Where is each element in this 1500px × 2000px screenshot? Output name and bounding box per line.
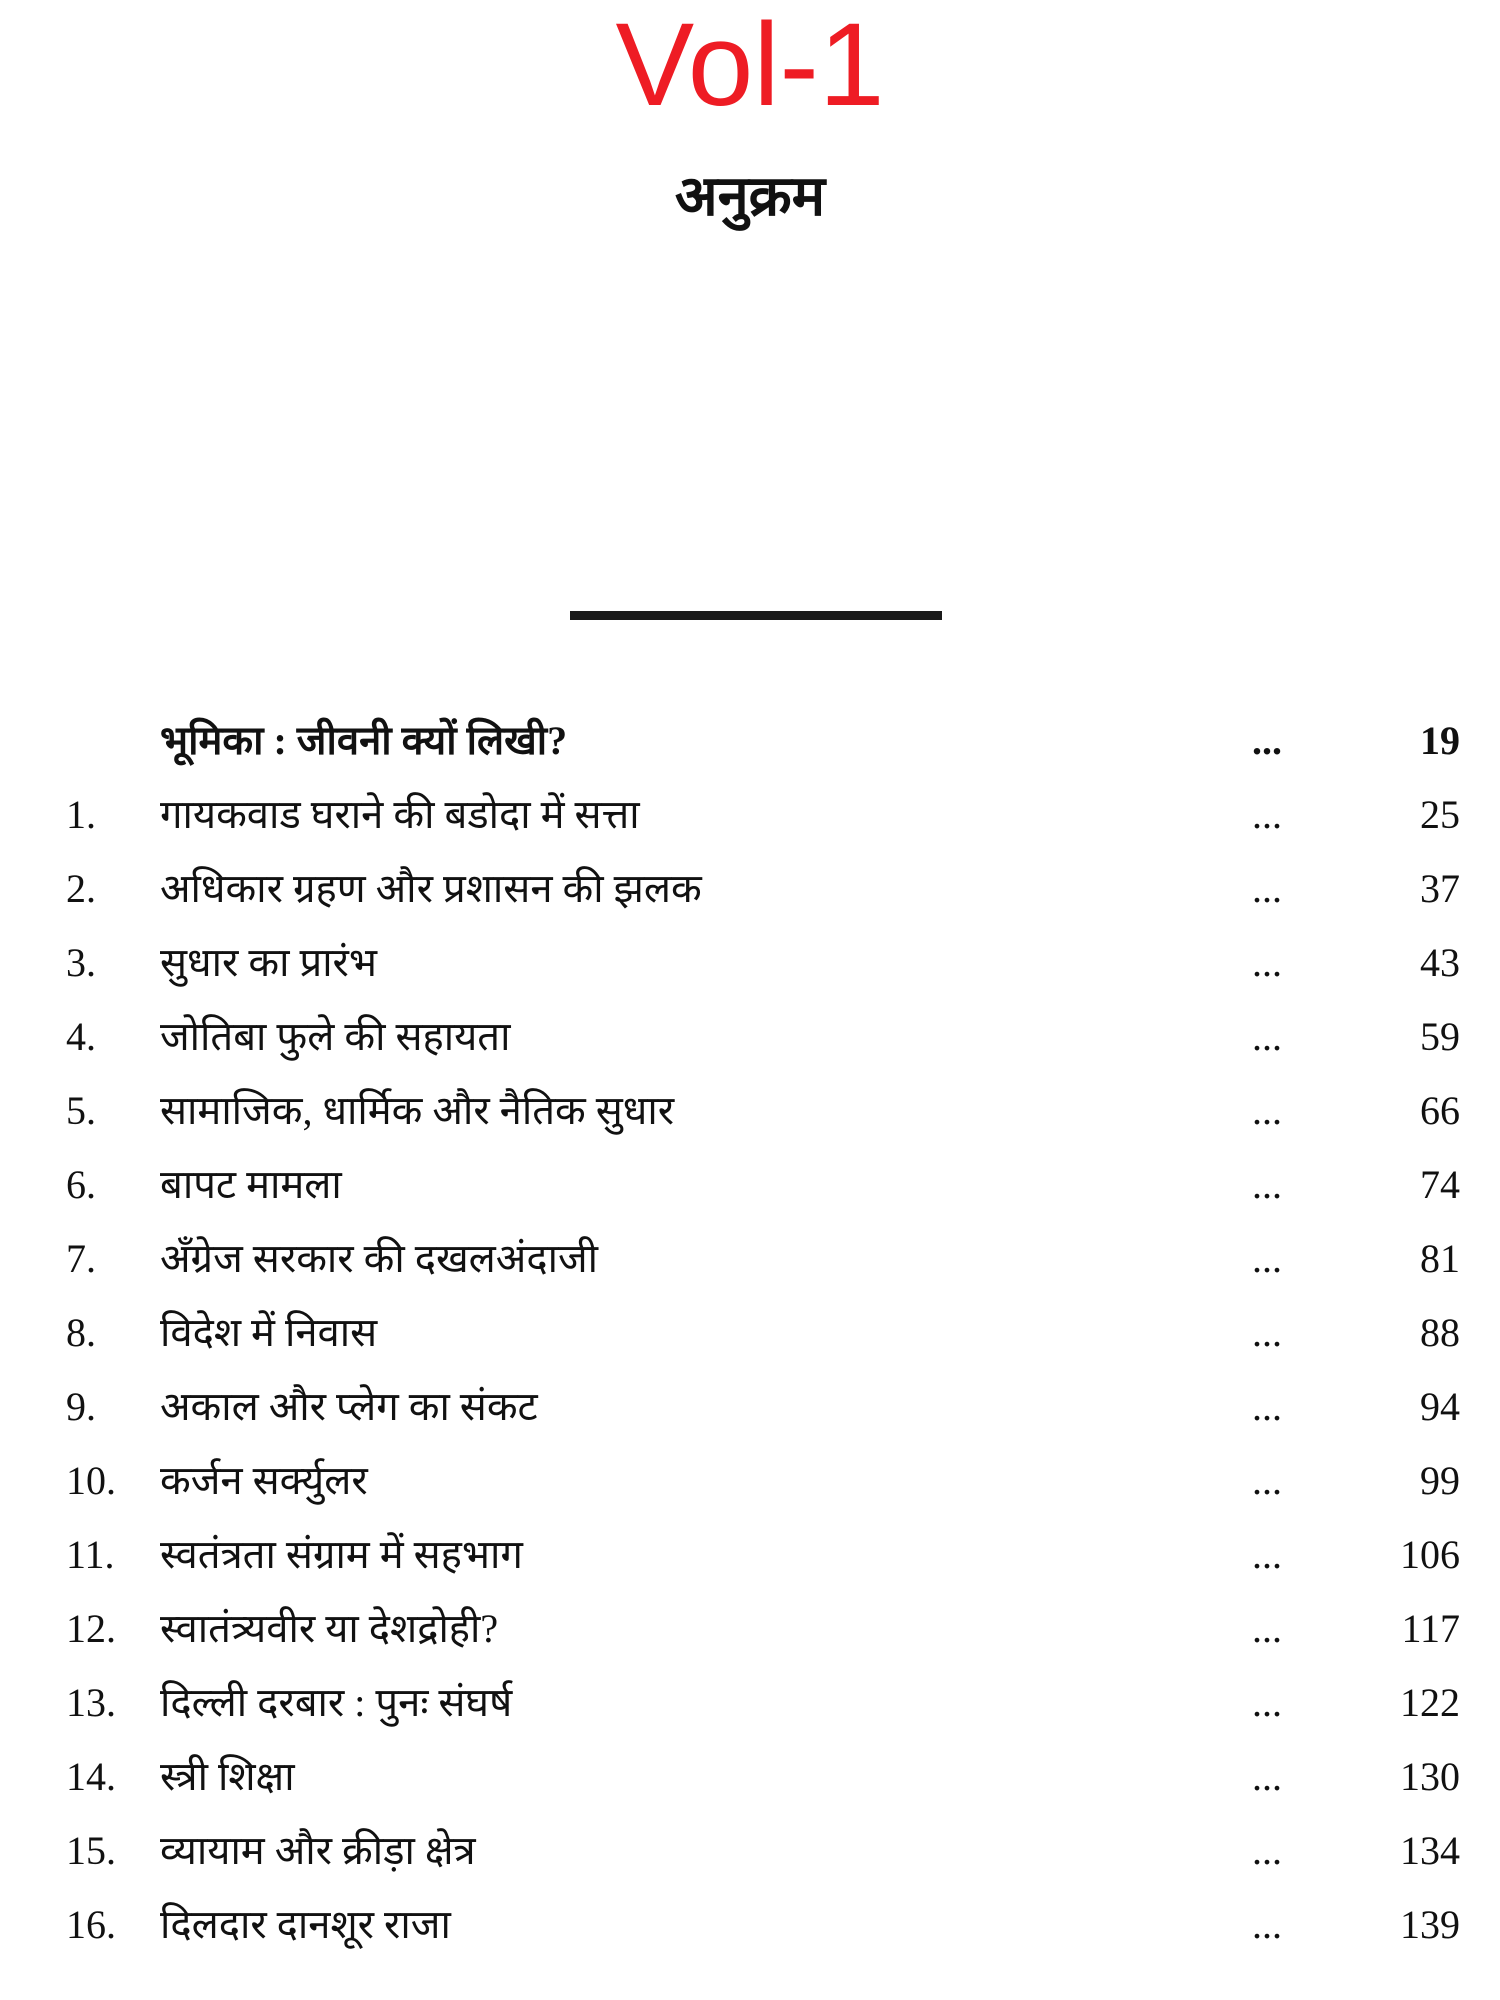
entry-leader: ... <box>1252 1236 1282 1281</box>
toc-entry <box>0 926 1500 1000</box>
entry-title: गायकवाड घराने की बडोदा में सत्ता <box>160 792 640 837</box>
entry-title: स्वातंत्र्यवीर या देशद्रोही? <box>160 1606 499 1651</box>
entry-leader: ... <box>1252 1680 1282 1725</box>
entry-title: स्त्री शिक्षा <box>160 1754 295 1799</box>
entry-title: कर्जन सर्क्युलर <box>160 1458 368 1503</box>
entry-leader: ... <box>1252 1384 1282 1429</box>
entry-page: 122 <box>1400 1680 1460 1725</box>
entry-page: 81 <box>1420 1236 1460 1281</box>
toc-entry <box>0 1592 1500 1666</box>
volume-label: Vol-1 <box>615 0 885 131</box>
toc-entry <box>0 1444 1500 1518</box>
entry-page: 19 <box>1420 718 1460 763</box>
page-title: अनुक्रम <box>674 166 826 228</box>
entry-number: 15. <box>66 1828 116 1873</box>
toc-entry <box>0 778 1500 852</box>
entry-page: 99 <box>1420 1458 1460 1503</box>
entry-page: 134 <box>1400 1828 1460 1873</box>
entry-leader: ... <box>1252 1014 1282 1059</box>
entry-page: 130 <box>1400 1754 1460 1799</box>
toc-entry <box>0 1888 1500 1962</box>
entry-number: 2. <box>66 866 96 911</box>
entry-page: 139 <box>1400 1902 1460 1947</box>
toc-entry <box>0 1370 1500 1444</box>
entry-title: अँग्रेज सरकार की दखलअंदाजी <box>160 1236 598 1281</box>
entry-leader: ... <box>1252 1606 1282 1651</box>
entry-number: 9. <box>66 1384 96 1429</box>
entry-leader: ... <box>1252 792 1282 837</box>
entry-number: 1. <box>66 792 96 837</box>
entry-leader: ... <box>1252 1088 1282 1133</box>
entry-leader: ... <box>1252 718 1282 763</box>
entry-title: व्यायाम और क्रीड़ा क्षेत्र <box>160 1828 476 1873</box>
entry-title: बापट मामला <box>160 1162 342 1207</box>
toc-entry <box>0 1222 1500 1296</box>
entry-page: 37 <box>1420 866 1460 911</box>
entry-leader: ... <box>1252 1162 1282 1207</box>
toc-entry <box>0 1518 1500 1592</box>
entry-number: 5. <box>66 1088 96 1133</box>
entry-title: विदेश में निवास <box>160 1310 378 1355</box>
entry-page: 94 <box>1420 1384 1460 1429</box>
entry-leader: ... <box>1252 940 1282 985</box>
entry-leader: ... <box>1252 1310 1282 1355</box>
toc-entry <box>0 1814 1500 1888</box>
toc-entry <box>0 1074 1500 1148</box>
entry-page: 88 <box>1420 1310 1460 1355</box>
entry-title: दिलदार दानशूर राजा <box>160 1902 451 1947</box>
entry-title: स्वतंत्रता संग्राम में सहभाग <box>160 1532 523 1577</box>
entry-page: 59 <box>1420 1014 1460 1059</box>
entry-page: 43 <box>1420 940 1460 985</box>
toc-entry <box>0 704 1500 778</box>
entry-title: सुधार का प्रारंभ <box>160 940 378 985</box>
entry-leader: ... <box>1252 1902 1282 1947</box>
entry-leader: ... <box>1252 1532 1282 1577</box>
entry-number: 14. <box>66 1754 116 1799</box>
entry-number: 12. <box>66 1606 116 1651</box>
divider <box>570 611 942 620</box>
entry-leader: ... <box>1252 1458 1282 1503</box>
entry-title: जोतिबा फुले की सहायता <box>160 1014 511 1059</box>
entry-number: 8. <box>66 1310 96 1355</box>
entry-title: अधिकार ग्रहण और प्रशासन की झलक <box>160 866 702 911</box>
entry-number: 11. <box>66 1532 115 1577</box>
entry-number: 4. <box>66 1014 96 1059</box>
entry-page: 106 <box>1400 1532 1460 1577</box>
entry-number: 13. <box>66 1680 116 1725</box>
table-of-contents <box>0 704 1500 1962</box>
entry-page: 74 <box>1420 1162 1460 1207</box>
entry-page: 66 <box>1420 1088 1460 1133</box>
toc-entry <box>0 1740 1500 1814</box>
entry-number: 6. <box>66 1162 96 1207</box>
entry-title: दिल्ली दरबार : पुनः संघर्ष <box>160 1680 513 1725</box>
entry-page: 25 <box>1420 792 1460 837</box>
toc-entry <box>0 852 1500 926</box>
entry-number: 7. <box>66 1236 96 1281</box>
entry-number: 10. <box>66 1458 116 1503</box>
entry-title: सामाजिक, धार्मिक और नैतिक सुधार <box>160 1088 675 1133</box>
entry-title: अकाल और प्लेग का संकट <box>160 1384 538 1429</box>
entry-page: 117 <box>1401 1606 1460 1651</box>
toc-entry <box>0 1666 1500 1740</box>
entry-number: 16. <box>66 1902 116 1947</box>
toc-entry <box>0 1000 1500 1074</box>
entry-title: भूमिका : जीवनी क्यों लिखी? <box>160 718 568 763</box>
entry-leader: ... <box>1252 1828 1282 1873</box>
entry-leader: ... <box>1252 1754 1282 1799</box>
toc-entry <box>0 1296 1500 1370</box>
toc-entry <box>0 1148 1500 1222</box>
entry-number: 3. <box>66 940 96 985</box>
entry-leader: ... <box>1252 866 1282 911</box>
